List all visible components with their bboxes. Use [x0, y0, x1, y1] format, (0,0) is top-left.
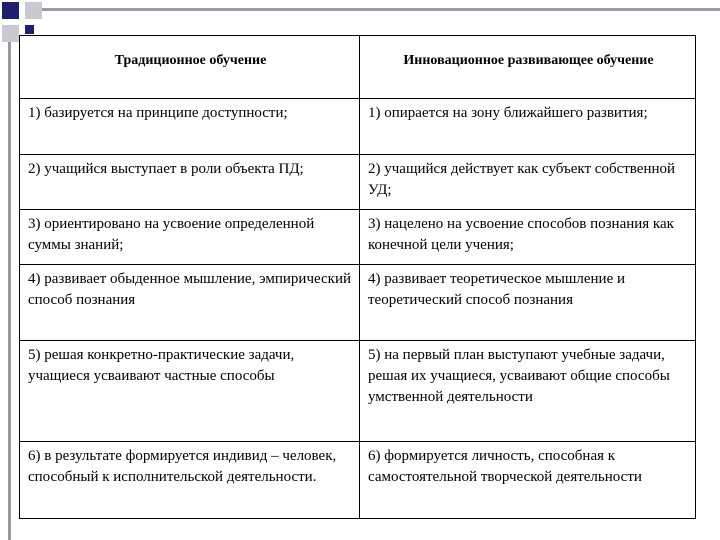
deco-square-navy-small [25, 25, 34, 34]
cell-traditional: 2) учащийся выступает в роли объекта ПД; [20, 155, 360, 210]
table-row [20, 99, 696, 155]
cell-traditional: 6) в результате формируется индивид – человек, способный к исполнительской деятельности. [20, 442, 360, 519]
table-header-row [20, 36, 696, 99]
table-row [20, 265, 696, 341]
cell-traditional: 5) решая конкретно-практические задачи, учащиеся усваивают частные способы [20, 341, 360, 442]
cell-innovative: 6) формируется личность, способная к самостоятельной творческой деятельности [360, 442, 696, 519]
cell-innovative: 2) учащийся действует как субъект собственной УД; [360, 155, 696, 210]
table-row [20, 442, 696, 519]
table-row [20, 210, 696, 265]
cell-traditional: 1) базируется на принципе доступности; [20, 99, 360, 155]
cell-traditional: 4) развивает обыденное мышление, эмпирический способ познания [20, 265, 360, 341]
cell-innovative: 5) на первый план выступают учебные задачи, решая их учащиеся, усваивают общие способы умственной деятельности [360, 341, 696, 442]
header-innovative: Инновационное развивающее обучение [360, 36, 696, 99]
deco-square-navy-large [2, 2, 19, 19]
deco-square-gray-bottom [2, 25, 19, 42]
cell-innovative: 1) опирается на зону ближайшего развития; [360, 99, 696, 155]
deco-left-line [8, 42, 11, 540]
header-traditional: Традиционное обучение [20, 36, 360, 99]
deco-square-gray-right [25, 2, 42, 19]
cell-traditional: 3) ориентировано на усвоение определенной суммы знаний; [20, 210, 360, 265]
comparison-table [19, 35, 696, 519]
table-row [20, 155, 696, 210]
cell-innovative: 4) развивает теоретическое мышление и теоретический способ познания [360, 265, 696, 341]
cell-innovative: 3) нацелено на усвоение способов познания как конечной цели учения; [360, 210, 696, 265]
deco-top-line [42, 8, 720, 11]
table-row [20, 341, 696, 442]
